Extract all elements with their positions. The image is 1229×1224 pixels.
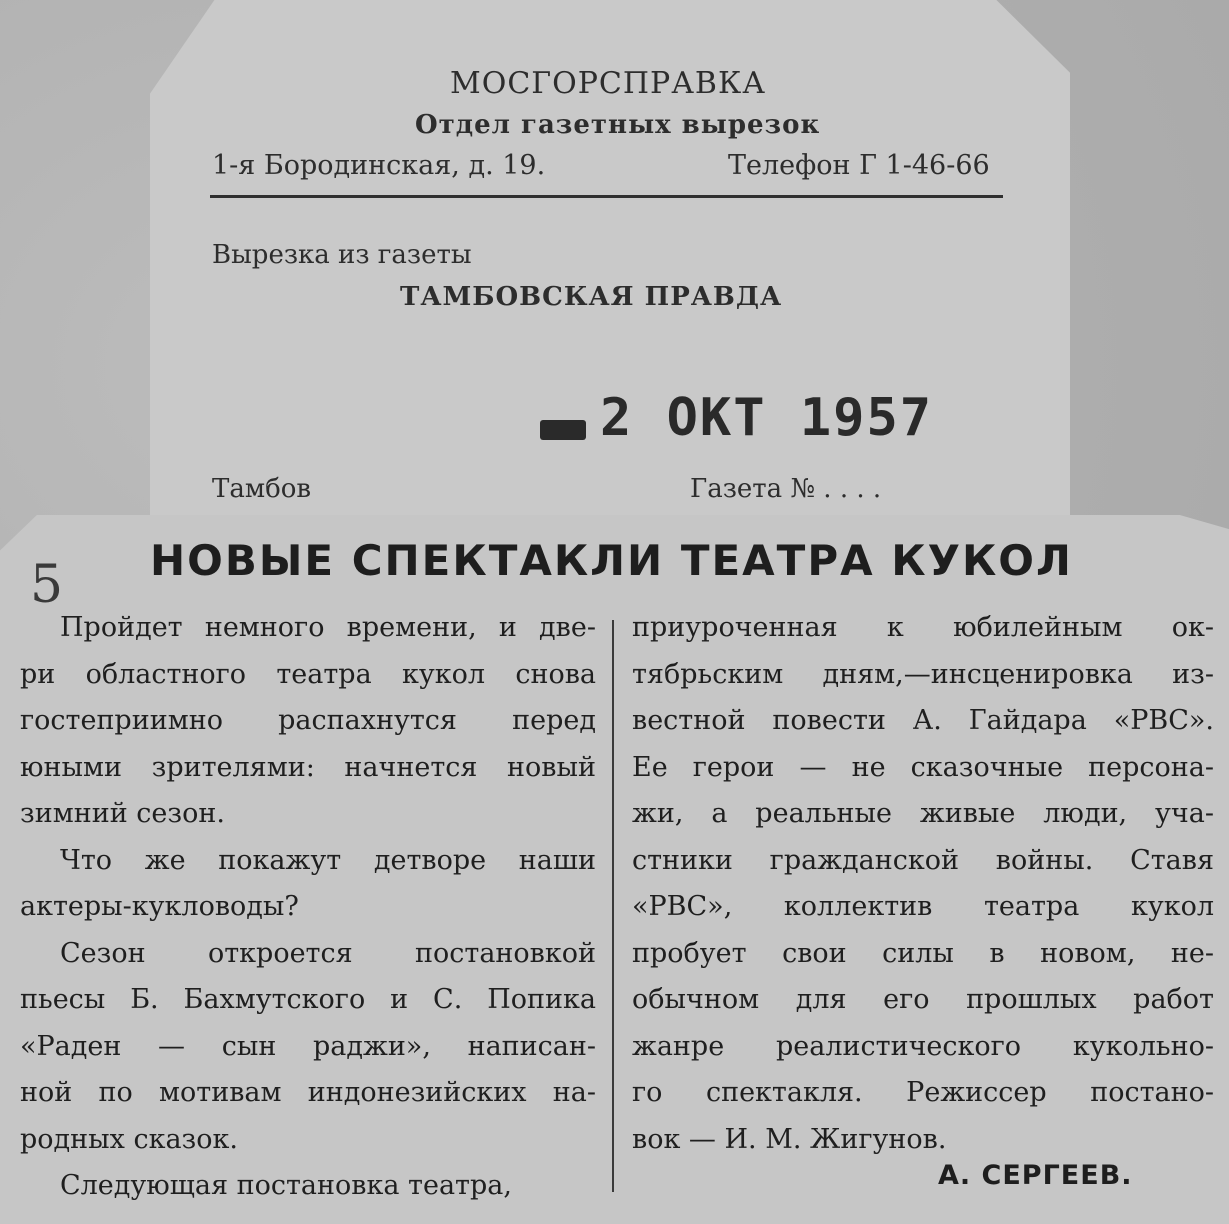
article-line: пробует свои силы в новом, не- <box>632 937 1214 969</box>
article-line: жанре реалистического кукольно- <box>632 1030 1214 1062</box>
margin-mark: 5 <box>30 555 64 615</box>
issue-number-label: Газета № . . . . <box>690 474 882 504</box>
article-line: актеры-кукловоды? <box>20 891 299 922</box>
city: Тамбов <box>212 474 312 504</box>
article-line: «РВС», коллектив театра кукол <box>632 891 1214 922</box>
phone: Телефон Г 1-46-66 <box>728 150 990 181</box>
article-line: юными зрителями: начнется новый <box>20 751 596 783</box>
article-line: Сезон откроется постановкой <box>60 937 596 969</box>
header-divider <box>210 195 1003 198</box>
clipping-label: Вырезка из газеты <box>212 240 472 270</box>
organization-name: МОСГОРСПРАВКА <box>450 66 766 101</box>
article-line: тябрьским дням,—инсценировка из- <box>632 658 1214 690</box>
stamp-mark <box>540 420 586 440</box>
article-line: Следующая постановка театра, <box>60 1170 512 1201</box>
article-line: жи, а реальные живые люди, уча- <box>632 798 1214 829</box>
address: 1-я Бородинская, д. 19. <box>212 150 546 181</box>
article-line: «Раден — сын раджи», написан- <box>20 1030 596 1062</box>
article-line: гостеприимно распахнутся перед <box>20 705 596 736</box>
article-headline: НОВЫЕ СПЕКТАКЛИ ТЕАТРА КУКОЛ <box>150 536 1073 585</box>
article-line: ной по мотивам индонезийских на- <box>20 1077 596 1108</box>
article-line: го спектакля. Режиссер постано- <box>632 1077 1214 1108</box>
article-line: Пройдет немного времени, и две- <box>60 612 596 643</box>
article-line: родных сказок. <box>20 1123 238 1155</box>
article-line: пьесы Б. Бахмутского и С. Попика <box>20 984 596 1015</box>
author-signature: А. СЕРГЕЕВ. <box>938 1160 1133 1191</box>
article-line: обычном для его прошлых работ <box>632 984 1214 1015</box>
article-line: зимний сезон. <box>20 798 225 829</box>
article-line: ри областного театра кукол снова <box>20 658 596 690</box>
newspaper-name: ТАМБОВСКАЯ ПРАВДА <box>400 282 783 312</box>
article-line: Ее герои — не сказочные персона- <box>632 751 1214 783</box>
date-stamp: 2 ОКТ 1957 <box>600 388 934 448</box>
article-line: Что же покажут детворе наши <box>60 844 596 876</box>
column-divider <box>612 620 614 1192</box>
article-line: стники гражданской войны. Ставя <box>632 844 1214 876</box>
article-line: вестной повести А. Гайдара «РВС». <box>632 705 1214 736</box>
article-line: приуроченная к юбилейным ок- <box>632 612 1214 643</box>
department-name: Отдел газетных вырезок <box>415 110 821 140</box>
article-line: вок — И. М. Жигунов. <box>632 1123 947 1155</box>
